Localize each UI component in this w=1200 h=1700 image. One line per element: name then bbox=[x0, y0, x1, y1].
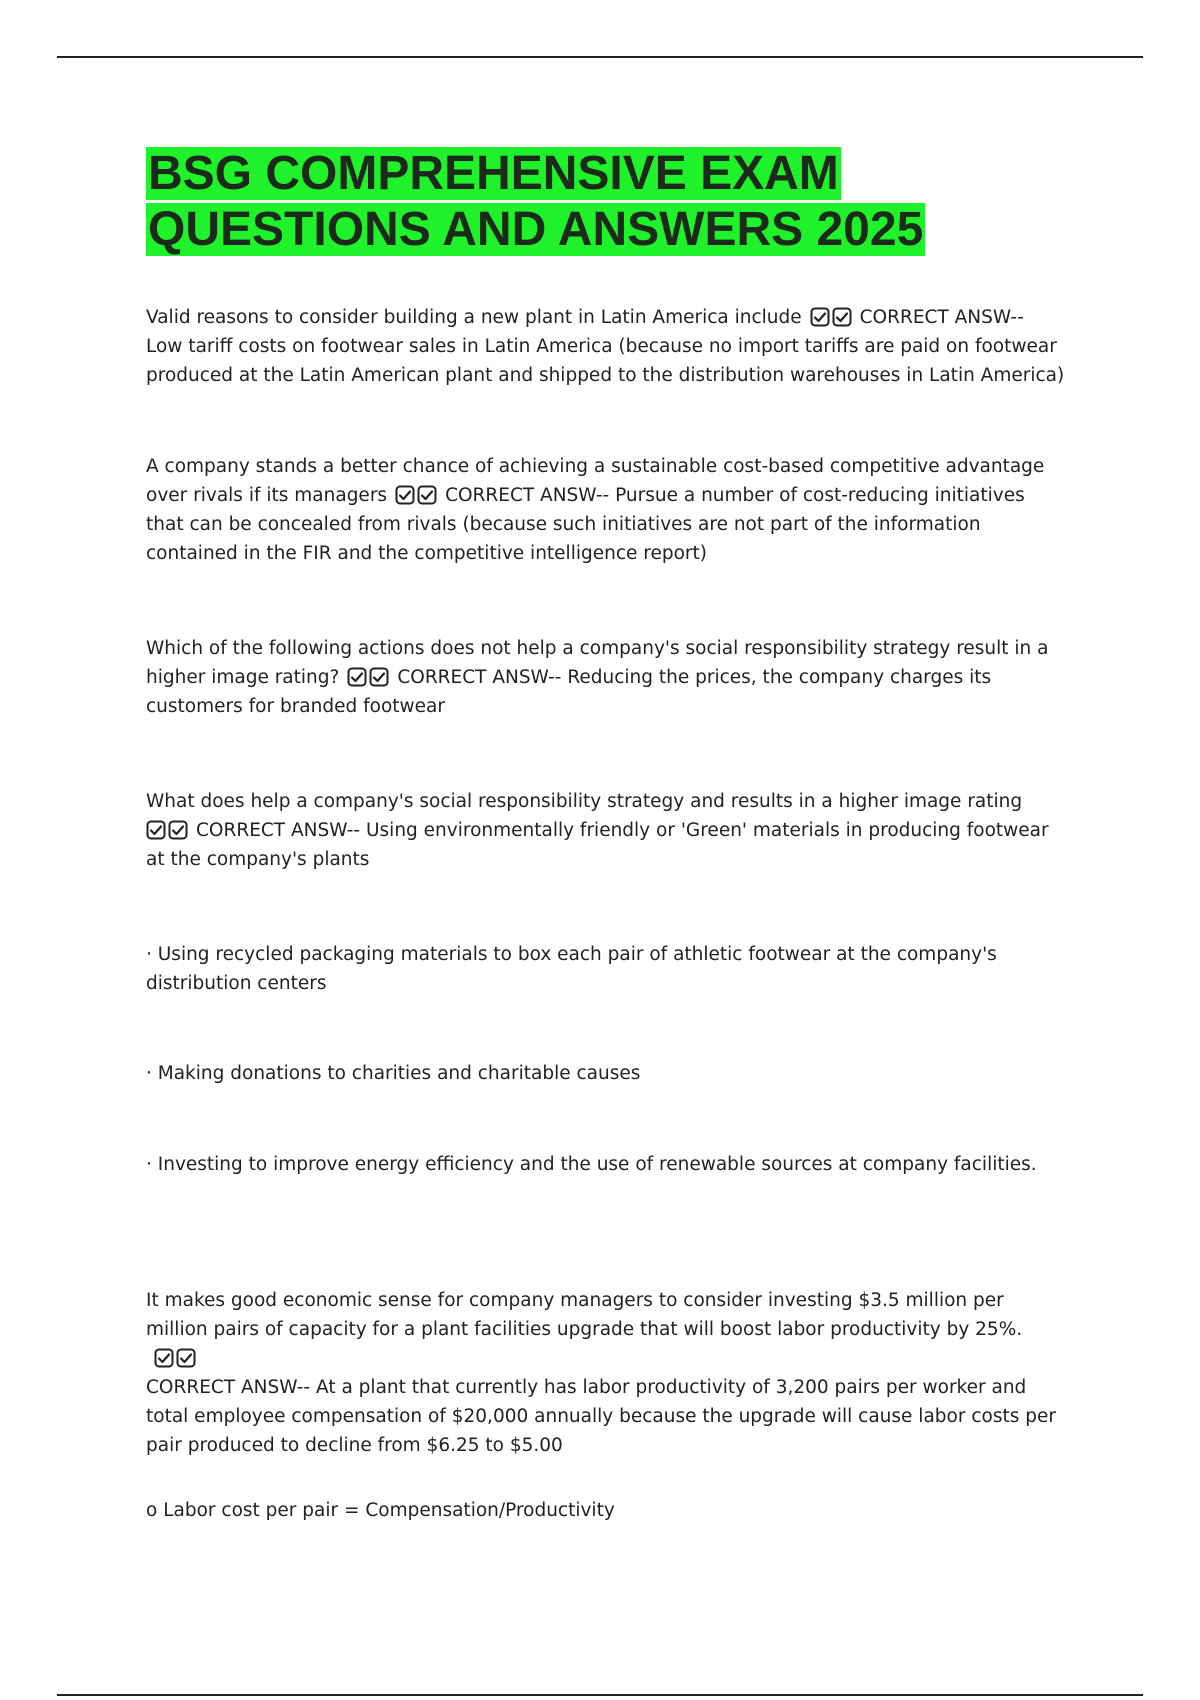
answer-prefix: CORRECT ANSW-- bbox=[196, 820, 361, 841]
answer-marker bbox=[154, 1344, 198, 1373]
checked-box-icon bbox=[146, 820, 166, 840]
answer-prefix: CORRECT ANSW-- bbox=[146, 1377, 311, 1398]
question-text: What does help a company's social responsibility strategy and results in a higher image rating bbox=[146, 791, 1023, 812]
answer-marker bbox=[146, 816, 190, 845]
bullet-item-2: · Making donations to charities and charitable causes bbox=[146, 1063, 641, 1084]
checked-box-icon bbox=[417, 485, 437, 505]
qa-item-5 bbox=[146, 1286, 1066, 1460]
checked-box-icon bbox=[369, 667, 389, 687]
answer-marker bbox=[810, 303, 854, 332]
checked-box-icon bbox=[810, 307, 830, 327]
answer-text: At a plant that currently has labor productivity of 3,200 pairs per worker and total employee compensation of $20,000 annually because the upgrade will cause labor costs per pair produced to decline from $6.25 to $5.00 bbox=[146, 1377, 1056, 1456]
formula-note: o Labor cost per pair = Compensation/Productivity bbox=[146, 1500, 615, 1521]
question-text: It makes good economic sense for company managers to consider investing $3.5 million per million pairs of capacity for a plant facilities upgrade that will boost labor productivity by 25%. bbox=[146, 1290, 1023, 1340]
bullet-item-3: · Investing to improve energy efficiency and the use of renewable sources at company facilities. bbox=[146, 1154, 1037, 1175]
qa-item-3 bbox=[146, 634, 1066, 721]
checked-box-icon bbox=[176, 1348, 196, 1368]
answer-prefix: CORRECT ANSW-- bbox=[859, 307, 1024, 328]
question-text: A company stands a better chance of achieving a sustainable cost-based competitive advantage over rivals if its managers bbox=[146, 456, 1045, 506]
checked-box-icon bbox=[154, 1348, 174, 1368]
title-line-2: QUESTIONS AND ANSWERS 2025 bbox=[148, 203, 924, 256]
title-line-1: BSG COMPREHENSIVE EXAM bbox=[148, 147, 839, 200]
qa-item-4 bbox=[146, 787, 1066, 874]
qa-item-2 bbox=[146, 452, 1066, 568]
answer-prefix: CORRECT ANSW-- bbox=[445, 485, 610, 506]
checked-box-icon bbox=[347, 667, 367, 687]
answer-marker bbox=[347, 663, 391, 692]
footer-rule bbox=[57, 1694, 1143, 1696]
checked-box-icon bbox=[168, 820, 188, 840]
page-title bbox=[146, 146, 925, 258]
header-rule bbox=[57, 56, 1143, 58]
answer-text: Reducing the prices, the company charges its customers for branded footwear bbox=[146, 667, 992, 717]
qa-item-1 bbox=[146, 303, 1066, 390]
checked-box-icon bbox=[395, 485, 415, 505]
question-text: Valid reasons to consider building a new plant in Latin America include bbox=[146, 307, 802, 328]
answer-text: Using environmentally friendly or 'Green' materials in producing footwear at the company's plants bbox=[146, 820, 1049, 870]
answer-marker bbox=[395, 481, 439, 510]
answer-text: Pursue a number of cost-reducing initiatives that can be concealed from rivals (because such initiatives are not part of the information contained in the FIR and the competitive intelligence report) bbox=[146, 485, 1025, 564]
bullet-item-1: · Using recycled packaging materials to box each pair of athletic footwear at the company's distribution centers bbox=[146, 944, 997, 994]
answer-text: Low tariff costs on footwear sales in Latin America (because no import tariffs are paid on footwear produced at the Latin American plant and shipped to the distribution warehouses in Latin America) bbox=[146, 336, 1065, 386]
checked-box-icon bbox=[832, 307, 852, 327]
question-text: Which of the following actions does not help a company's social responsibility strategy result in a higher image rating? bbox=[146, 638, 1049, 688]
answer-prefix: CORRECT ANSW-- bbox=[397, 667, 562, 688]
